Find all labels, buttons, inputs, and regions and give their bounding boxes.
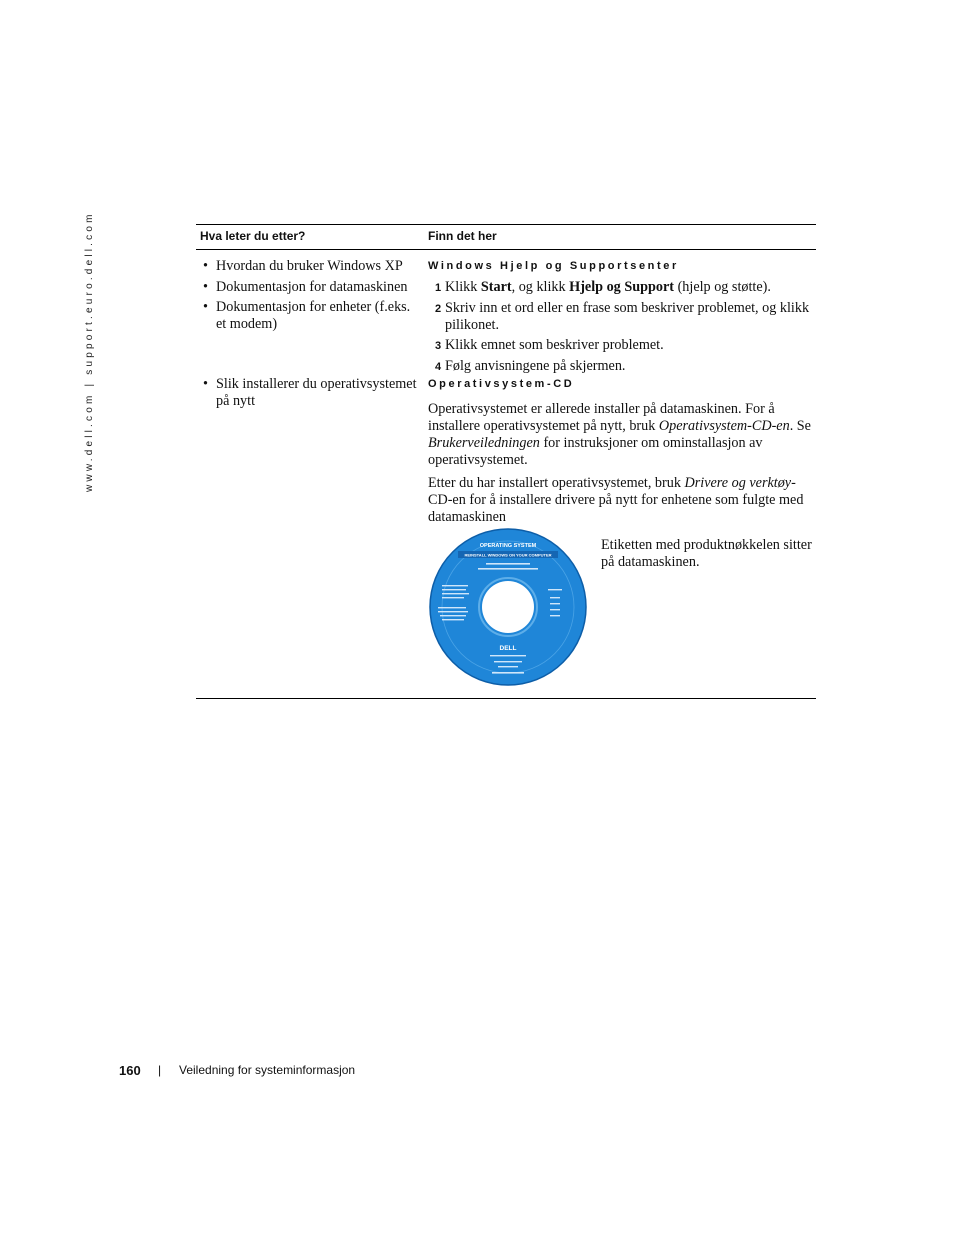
step-item: 1 Klikk Start, og klikk Hjelp og Support (hjelp og støtte).	[435, 279, 771, 295]
bullet-item: • Hvordan du bruker Windows XP	[200, 258, 422, 275]
row1-right	[428, 259, 816, 378]
table-header	[196, 225, 816, 249]
step-number: 4	[435, 360, 442, 373]
section-title-os-cd: Operativsystem-CD	[428, 378, 575, 390]
cd-title: OPERATING SYSTEM	[479, 543, 537, 549]
side-url: www.dell.com | support.euro.dell.com	[84, 211, 95, 492]
os-cd-paragraph-2: Etter du har installert operativsystemet, bruk Drivere og verktøy-CD-en for å installere drivere på nytt for enhetene som fulgte med datamaskinen	[428, 475, 804, 525]
bottom-rule	[196, 698, 816, 699]
info-table	[196, 224, 816, 699]
cd-subtitle: REINSTALL WINDOWS ON YOUR COMPUTER	[464, 552, 552, 558]
page-number: 160	[119, 1063, 141, 1078]
cd-disc-icon	[428, 527, 588, 687]
cd-caption: Etiketten med produktnøkkelen sitter på datamaskinen.	[601, 537, 812, 570]
os-cd-image	[428, 527, 588, 687]
step-item: 4 Følg anvisningene på skjermen.	[435, 357, 626, 374]
bullet-item: • Dokumentasjon for datamaskinen	[200, 279, 422, 296]
footer-title: Veiledning for systeminformasjon	[179, 1063, 356, 1077]
row2-right	[428, 377, 816, 697]
os-cd-paragraph-1: Operativsystemet er allerede installer på datamaskinen. For å installere operativsystemet på nytt, bruk Operativsystem-CD-en. Se Brukerveiledningen for instruksjoner om ominstallasjon av operativsystemet.	[428, 401, 811, 468]
section-title-help: Windows Hjelp og Supportsenter	[428, 260, 679, 272]
row2-left	[200, 376, 422, 414]
col2-header: Finn det her	[428, 229, 497, 243]
col1-header: Hva leter du etter?	[200, 229, 306, 243]
table-row-os-cd	[196, 376, 816, 698]
step-item: 2 Skriv inn et ord eller en frase som beskriver problemet, og klikk pilikonet.	[435, 299, 810, 333]
cd-brand: DELL	[499, 645, 517, 652]
step-number: 2	[435, 302, 442, 315]
step-item: 3 Klikk emnet som beskriver problemet.	[435, 337, 664, 354]
step-number: 1	[435, 282, 442, 294]
bullet-item: • Slik installerer du operativsystemet på nytt	[200, 376, 422, 410]
step-number: 3	[435, 340, 442, 353]
row1-left	[200, 258, 422, 337]
table-row-help	[196, 250, 816, 376]
footer-separator: |	[158, 1063, 162, 1077]
bullet-item: • Dokumentasjon for enheter (f.eks. et modem)	[200, 299, 422, 333]
